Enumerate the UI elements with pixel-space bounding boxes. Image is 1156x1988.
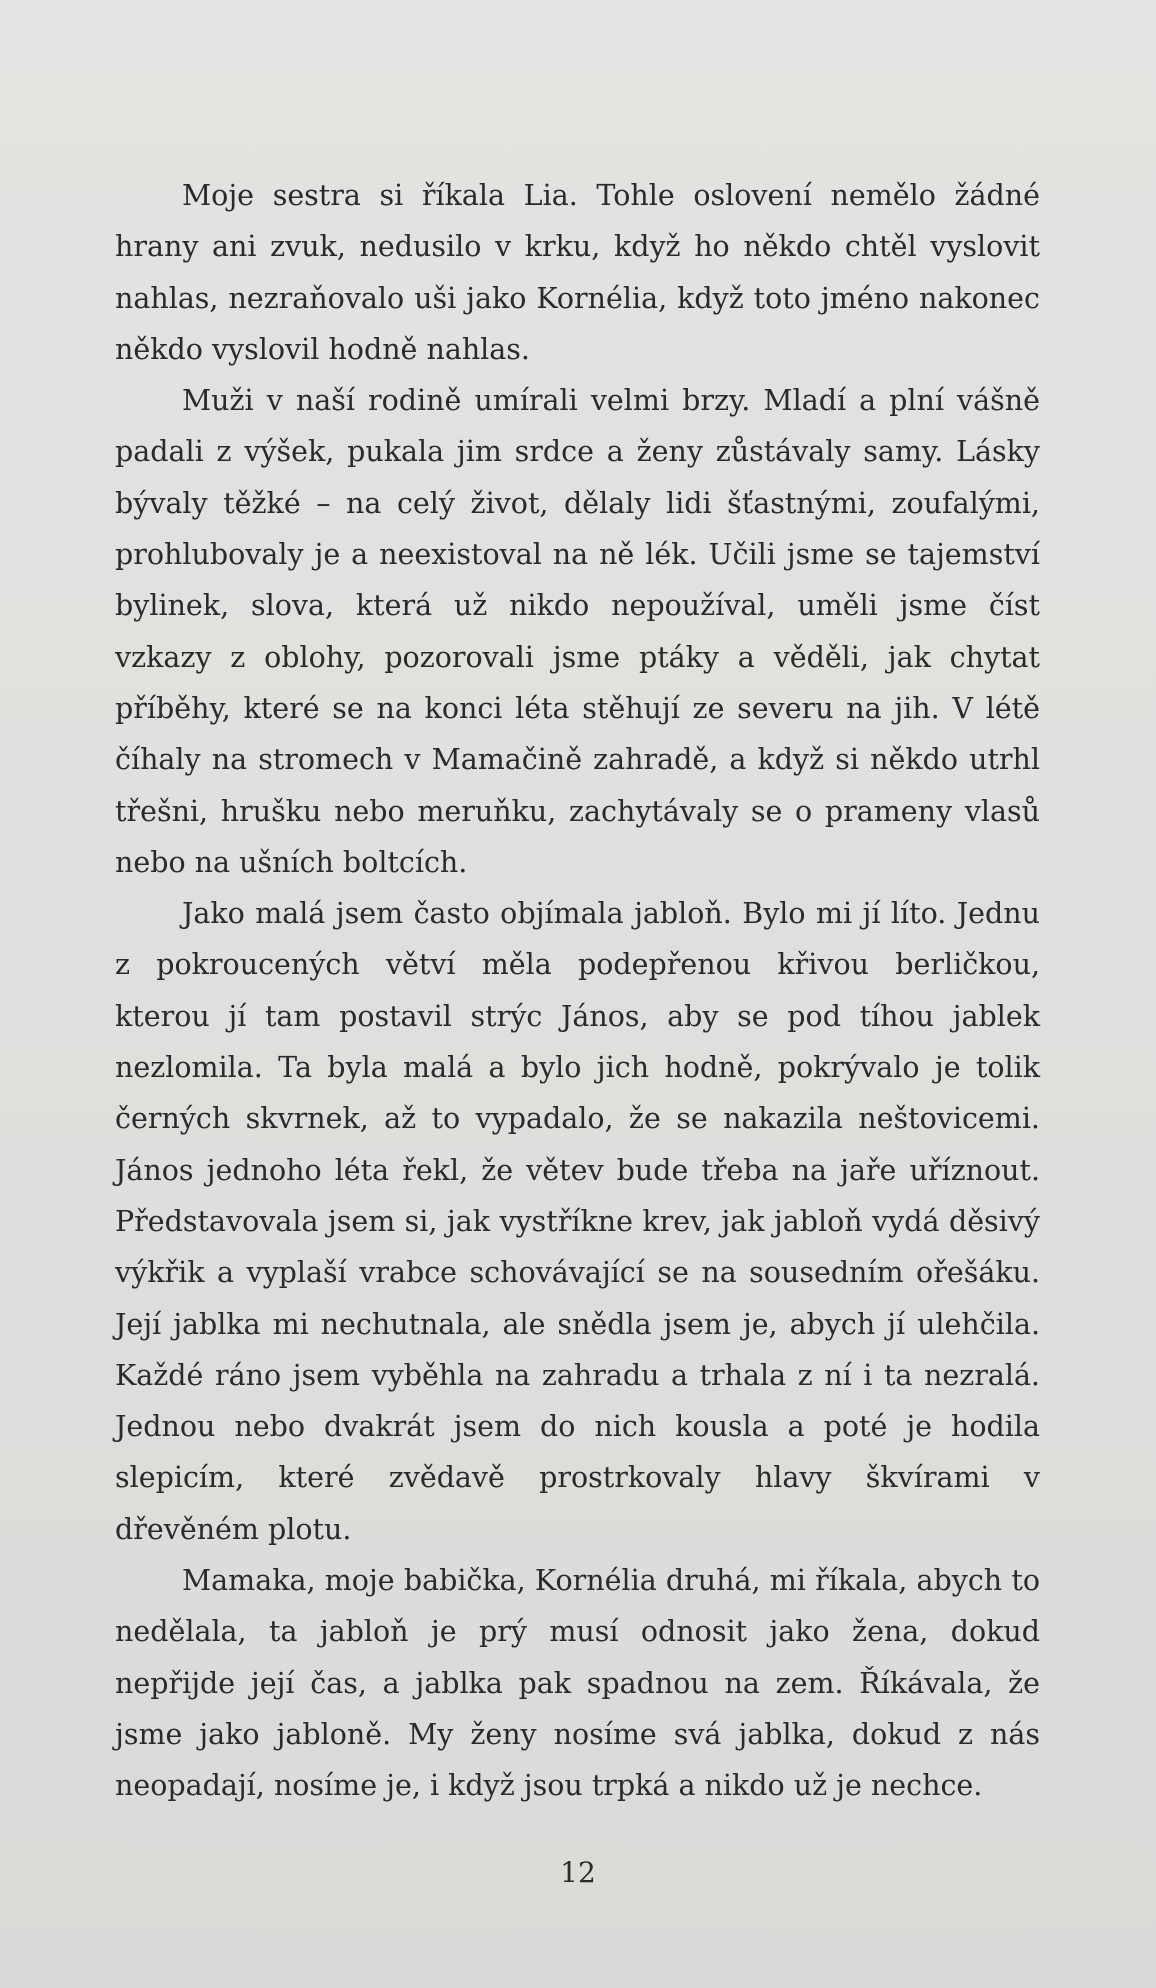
paragraph-1: Moje sestra si říkala Lia. Tohle oslovení nemělo žádné hrany ani zvuk, nedusilo v krku, když ho někdo chtěl vyslovit nahlas, nezraňovalo uši jako Kornélia, když toto jméno nakonec někdo vyslovil hodně nahlas. [115, 179, 1040, 366]
paragraph-3: Jako malá jsem často objímala jabloň. Bylo mi jí líto. Jednu z pokroucených větví měla podepřenou křivou berličkou, kterou jí tam postavil strýc János, aby se pod tíhou jablek nezlomila. Ta byla malá a bylo jich hodně, pokrývalo je tolik černých skvrnek, až to vypadalo, že se nakazila neštovicemi. János jednoho léta řekl, že větev bude třeba na jaře uříznout. Představovala jsem si, jak vystříkne krev, jak jabloň vydá děsivý výkřik a vyplaší vrabce schovávající se na sousedním ořešáku. Její jablka mi nechutnala, ale snědla jsem je, abych jí ulehčila. Každé ráno jsem vyběhla na zahradu a trhala z ní i ta nezralá. Jednou nebo dvakrát jsem do nich kousla a poté je hodila slepicím, které zvědavě prostrkovaly hlavy škvírami v dřevěném plotu. [115, 897, 1040, 1546]
paragraph-2: Muži v naší rodině umírali velmi brzy. Mladí a plní vášně padali z výšek, pukala jim srdce a ženy zůstávaly samy. Lásky bývaly těžké – na celý život, dělaly lidi šťastnými, zoufalými, prohlubovaly je a neexistoval na ně lék. Učili jsme se tajemství bylinek, slova, která už nikdo nepoužíval, uměli jsme číst vzkazy z oblohy, pozorovali jsme ptáky a věděli, jak chytat příběhy, které se na konci léta stěhují ze severu na jih. V létě číhaly na stromech v Mamačině zahradě, a když si někdo utrhl třešni, hrušku nebo meruňku, zachytávaly se o prameny vlasů nebo na ušních boltcích. [115, 384, 1040, 879]
paragraph-4: Mamaka, moje babička, Kornélia druhá, mi říkala, abych to nedělala, ta jabloň je prý musí odnosit jako žena, dokud nepřijde její čas, a jablka pak spadnou na zem. Říkávala, že jsme jako jabloně. My ženy nosíme svá jablka, dokud z nás neopadají, nosíme je, i když jsou trpká a nikdo už je nechce. [115, 1564, 1040, 1803]
body-text [115, 170, 1040, 1812]
page-number: 12 [560, 1856, 596, 1889]
